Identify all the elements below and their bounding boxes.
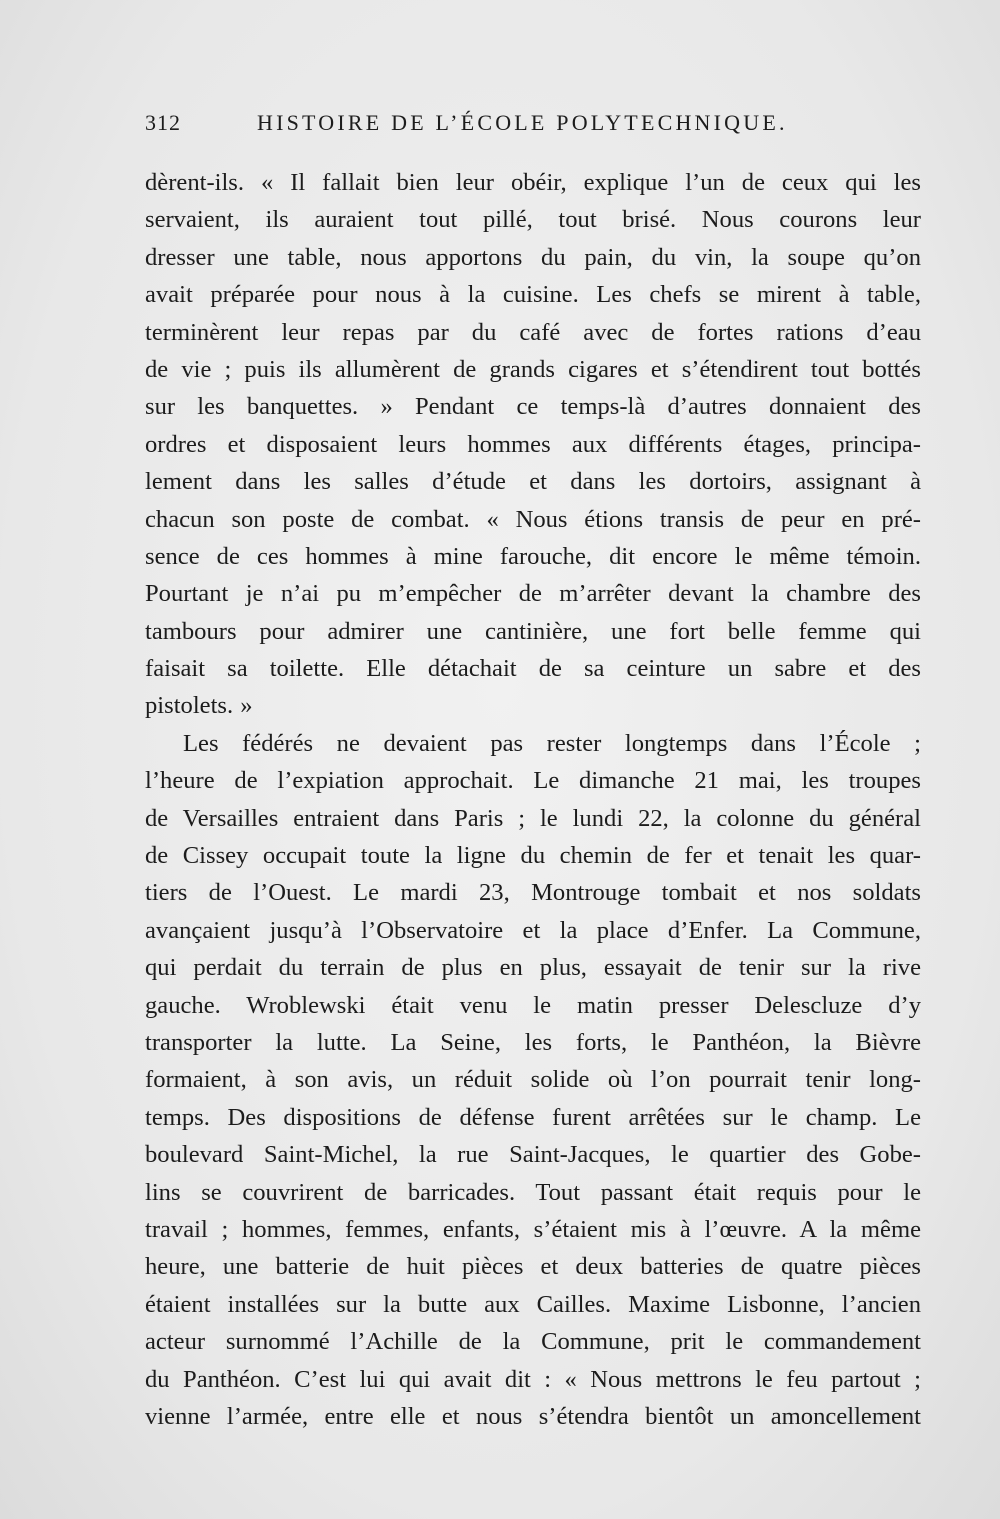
text-line: travail ; hommes, femmes, enfants, s’étaient mis à l’œuvre. A la même <box>145 1215 921 1243</box>
text-line: étaient installées sur la butte aux Cailles. Maxime Lisbonne, l’ancien <box>145 1290 921 1318</box>
page-number: 312 <box>145 110 181 135</box>
text-line: vienne l’armée, entre elle et nous s’étendra bientôt un amoncellement <box>145 1402 921 1430</box>
text-line: dèrent-ils. « Il fallait bien leur obéir, explique l’un de ceux qui les <box>145 169 921 196</box>
text-line: tambours pour admirer une cantinière, une fort belle femme qui <box>145 617 921 645</box>
text-line: terminèrent leur repas par du café avec de fortes rations d’eau <box>145 318 921 346</box>
text-line: tiers de l’Ouest. Le mardi 23, Montrouge tombait et nos soldats <box>145 879 921 907</box>
text-line: de vie ; puis ils allumèrent de grands cigares et s’étendirent tout bottés <box>145 355 921 383</box>
text-line: du Panthéon. C’est lui qui avait dit : « Nous mettrons le feu partout ; <box>145 1365 921 1393</box>
text-line: faisait sa toilette. Elle détachait de sa ceinture un sabre et des <box>145 655 921 683</box>
text-line: avançaient jusqu’à l’Observatoire et la place d’Enfer. La Commune, <box>145 916 921 944</box>
text-line: lement dans les salles d’étude et dans les dortoirs, assignant à <box>145 468 921 496</box>
text-line: transporter la lutte. La Seine, les forts, le Panthéon, la Bièvre <box>145 1028 921 1056</box>
text-line: boulevard Saint-Michel, la rue Saint-Jacques, le quartier des Gobe- <box>145 1141 921 1169</box>
text-line: qui perdait du terrain de plus en plus, essayait de tenir sur la rive <box>145 954 921 982</box>
running-title: HISTOIRE DE L’ÉCOLE POLYTECHNIQUE. <box>257 110 788 135</box>
text-line: formaient, à son avis, un réduit solide où l’on pourrait tenir long- <box>145 1066 921 1094</box>
text-line: dresser une table, nous apportons du pain, du vin, la soupe qu’on <box>145 243 921 271</box>
running-head <box>145 110 920 140</box>
text-line: chacun son poste de combat. « Nous étions transis de peur en pré- <box>145 505 921 533</box>
text-line: avait préparée pour nous à la cuisine. Les chefs se mirent à table, <box>145 281 921 309</box>
paragraph-start-line: Les fédérés ne devaient pas rester longtemps dans l’École ; <box>183 729 921 757</box>
body-text <box>145 164 921 1435</box>
text-line: de Cissey occupait toute la ligne du chemin de fer et tenait les quar- <box>145 842 921 870</box>
text-line: sur les banquettes. » Pendant ce temps-là d’autres donnaient des <box>145 393 921 421</box>
text-line: ordres et disposaient leurs hommes aux différents étages, principa- <box>145 430 921 458</box>
text-line: lins se couvrirent de barricades. Tout passant était requis pour le <box>145 1178 921 1206</box>
text-line: servaient, ils auraient tout pillé, tout brisé. Nous courons leur <box>145 206 921 234</box>
paragraph-end-line: pistolets. » <box>145 692 253 720</box>
text-line: acteur surnommé l’Achille de la Commune, prit le commandement <box>145 1328 921 1356</box>
text-line: heure, une batterie de huit pièces et deux batteries de quatre pièces <box>145 1253 921 1281</box>
text-line: temps. Des dispositions de défense furent arrêtées sur le champ. Le <box>145 1103 921 1131</box>
text-line: de Versailles entraient dans Paris ; le lundi 22, la colonne du général <box>145 804 921 832</box>
text-line: sence de ces hommes à mine farouche, dit encore le même témoin. <box>145 542 921 570</box>
text-line: gauche. Wroblewski était venu le matin presser Delescluze d’y <box>145 991 921 1019</box>
text-line: l’heure de l’expiation approchait. Le dimanche 21 mai, les troupes <box>145 767 921 795</box>
text-line: Pourtant je n’ai pu m’empêcher de m’arrêter devant la chambre des <box>145 580 921 608</box>
